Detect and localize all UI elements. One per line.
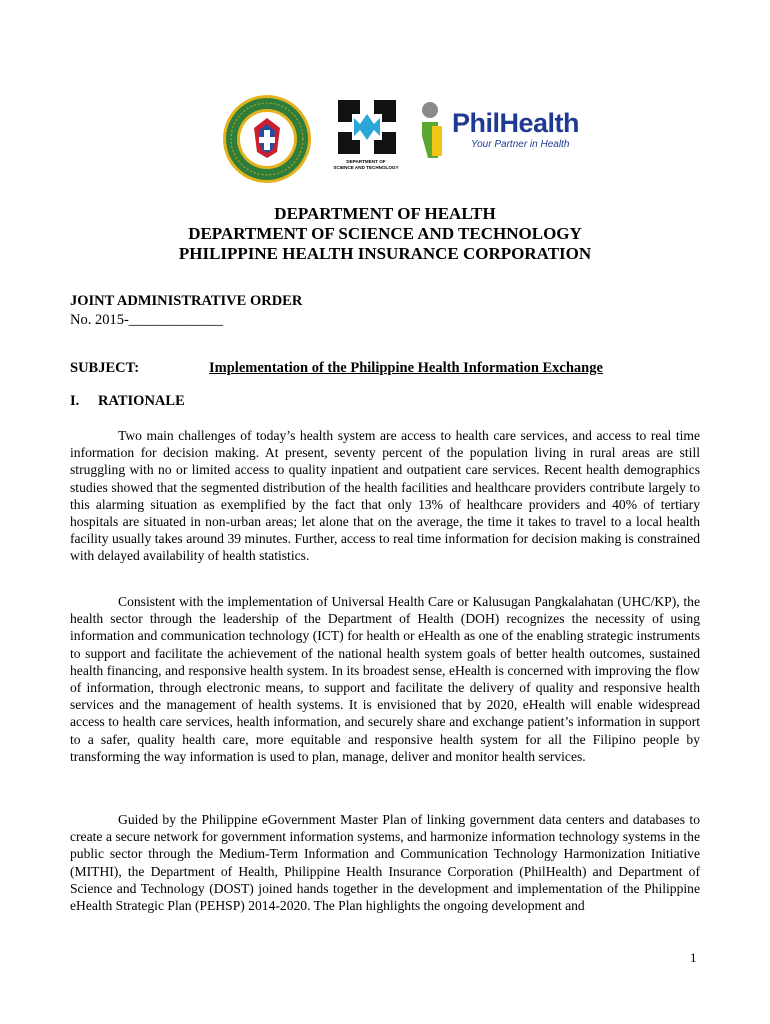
philhealth-name: PhilHealth: [452, 108, 580, 138]
subject-label: SUBJECT:: [70, 360, 140, 376]
paragraph-3: Guided by the Philippine eGovernment Master Plan of linking government data centers and databases to create a secure network for government information systems, and harmonize information technology systems in the public sector through the Medium-Term Information and Communication Technology Harmonization Initiative (MITHI), the Department of Health, Philippine Health Insurance Corporation (PhilHealth) and Department of Science and Technology (DOST) joined hands together in the development and implementation of the Philippine eHealth Strategic Plan (PEHSP) 2014-2020. The Plan highlights the ongoing development and: [70, 812, 700, 914]
dost-caption-line1: DEPARTMENT OF: [346, 159, 386, 164]
paragraph-2: Consistent with the implementation of Universal Health Care or Kalusugan Pangkalahatan (UHC/KP), the health sector through the leadership of the Department of Health (DOH) recognizes the necessity of using information and communication technology (ICT) for health or eHealth as one of the enabling strategic instruments to support and facilitate the achievement of the national health system goals of better health outcomes, sustained health financing, and responsive health system. In its broadest sense, eHealth is concerned with improving the flow of information, through electronic means, to support and facilitate the delivery of quality and responsive health services and the management of health systems. It is envisioned that by 2020, eHealth will enable widespread access to health care services, health information, and securely share and exchange patient’s information in support to a safer, quality health care, more equitable and responsive health system for all the Filipino people by transforming the way information is used to plan, manage, deliver and monitor health services.: [70, 594, 700, 764]
doh-seal-icon: [222, 94, 312, 184]
header-line-1: DEPARTMENT OF HEALTH: [274, 204, 496, 223]
philhealth-tagline: Your Partner in Health: [471, 139, 570, 150]
section-title: RATIONALE: [98, 393, 185, 409]
page-number: 1: [690, 950, 697, 965]
order-block: [70, 292, 302, 330]
order-type: JOINT ADMINISTRATIVE ORDER: [70, 293, 303, 309]
header-line-2: DEPARTMENT OF SCIENCE AND TECHNOLOGY: [188, 224, 582, 243]
subject-text: Implementation of the Philippine Health Information Exchange: [209, 360, 603, 376]
section-numeral: I.: [70, 393, 80, 409]
document-header: [0, 204, 770, 264]
paragraph-1: Two main challenges of today’s health system are access to health care services, and access to real time information for decision making. At present, seventy percent of the population living in rural areas are still struggling with no or limited access to quality inpatient and outpatient care services. Recent health demographics studies showed that the segmented distribution of the health facilities and healthcare providers contribute largely to this alarming situation as exemplified by the fact that only 13% of healthcare providers and 40% of tertiary hospitals are situated in non-urban areas; let alone that on the average, the time it takes to travel to a local health facility usually takes around 39 minutes. Further, access to real time information for decision making is constrained with delayed availability of health statistics.: [70, 428, 700, 564]
header-line-3: PHILIPPINE HEALTH INSURANCE CORPORATION: [178, 244, 592, 263]
order-number: No. 2015-_____________: [70, 312, 224, 328]
dost-caption-line2: SCIENCE AND TECHNOLOGY: [333, 165, 399, 170]
dost-caption: [318, 159, 414, 171]
logo-banner: [0, 92, 770, 182]
